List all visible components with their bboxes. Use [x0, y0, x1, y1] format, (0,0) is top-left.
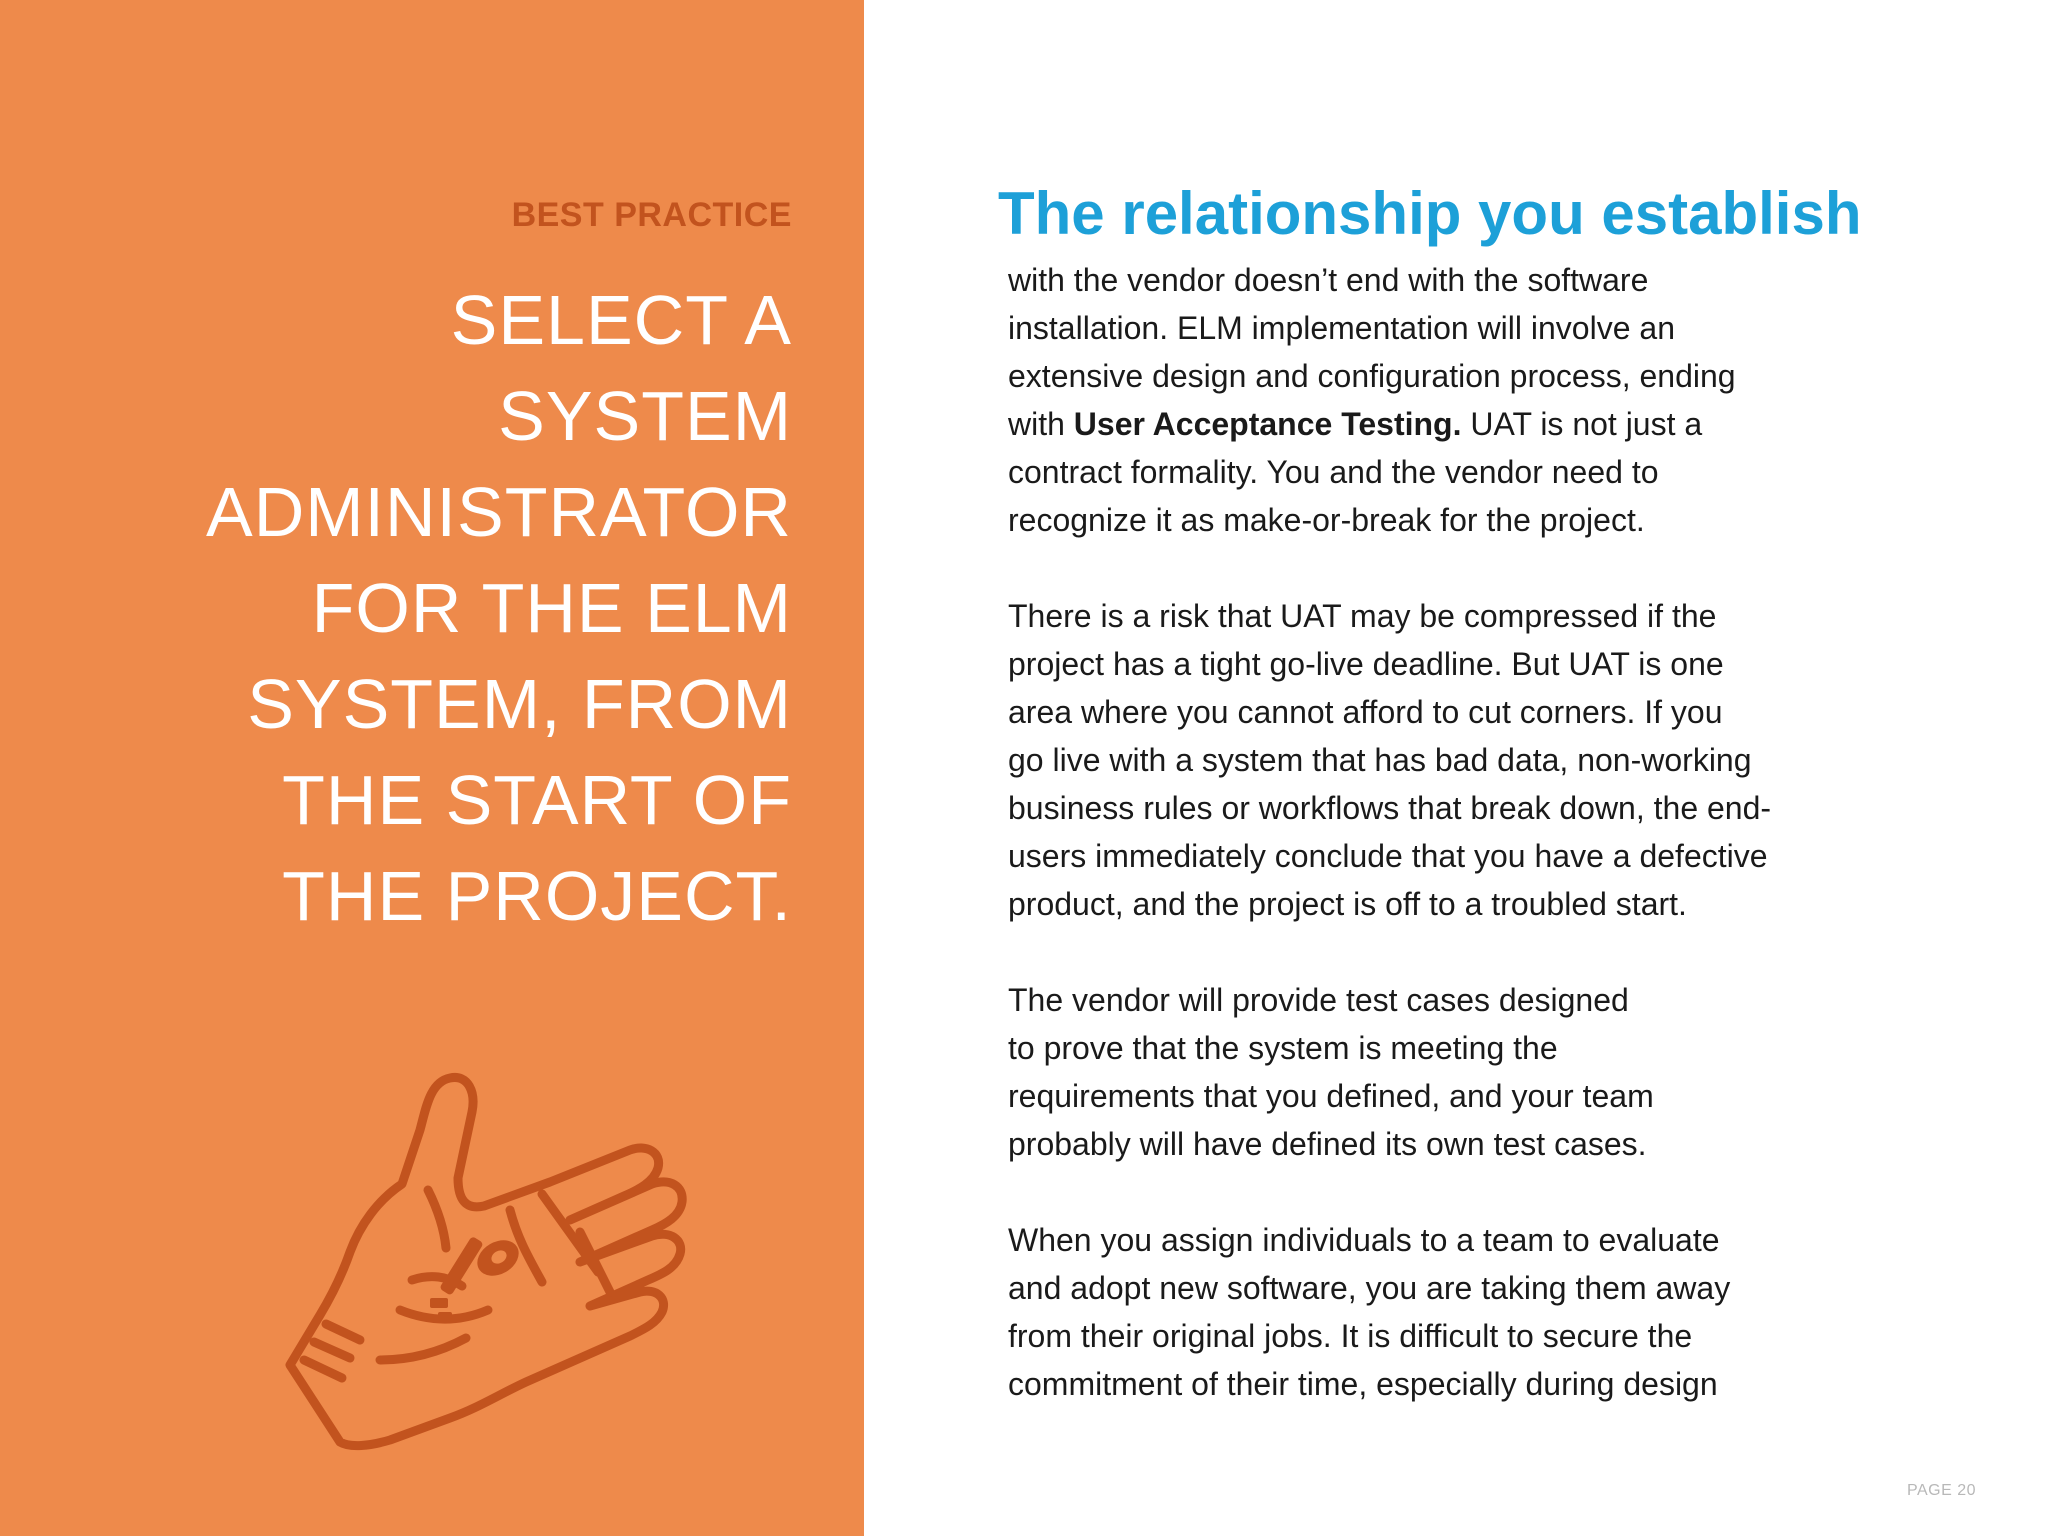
- headline-line: SYSTEM: [498, 377, 792, 455]
- sidebar-panel: [0, 0, 864, 1536]
- text-line: users immediately conclude that you have a defective: [1008, 838, 1768, 874]
- text-line: area where you cannot afford to cut corners. If you: [1008, 694, 1723, 730]
- text-line: contract formality. You and the vendor need to: [1008, 454, 1659, 490]
- text-line: installation. ELM implementation will involve an: [1008, 310, 1675, 346]
- text-line: business rules or workflows that break down, the end-: [1008, 790, 1772, 826]
- uat-bold-term: User Acceptance Testing.: [1073, 406, 1462, 442]
- text-line: project has a tight go-live deadline. But UAT is one: [1008, 646, 1724, 682]
- headline-line: FOR THE ELM: [311, 569, 792, 647]
- text-line: requirements that you defined, and your team: [1008, 1078, 1654, 1114]
- text-line: extensive design and configuration process, ending: [1008, 358, 1736, 394]
- text-line: and adopt new software, you are taking them away: [1008, 1270, 1731, 1306]
- text-line: probably will have defined its own test cases.: [1008, 1126, 1647, 1162]
- text-line: product, and the project is off to a troubled start.: [1008, 886, 1687, 922]
- best-practice-label: BEST PRACTICE: [511, 196, 792, 234]
- headline-line: THE START OF: [282, 761, 792, 839]
- text-line: from their original jobs. It is difficult to secure the: [1008, 1318, 1693, 1354]
- page-number: PAGE 20: [1906, 1482, 1976, 1499]
- paragraph-test-cases: [1008, 976, 1858, 1168]
- main-content: [998, 178, 1862, 1456]
- text-line: commitment of their time, especially during design: [1008, 1366, 1718, 1402]
- text-line: recognize it as make-or-break for the project.: [1008, 502, 1645, 538]
- headline-line: SELECT A: [450, 281, 792, 359]
- headline-line: THE PROJECT.: [282, 857, 792, 935]
- paragraph-uat-risk: [1008, 592, 1858, 928]
- open-hand-with-key-icon: [280, 1060, 800, 1460]
- text-fragment: with: [1008, 406, 1074, 442]
- text-line: [1008, 400, 1858, 448]
- text-fragment: UAT is not just a: [1461, 406, 1703, 442]
- text-line: When you assign individuals to a team to evaluate: [1008, 1222, 1720, 1258]
- text-line: There is a risk that UAT may be compressed if the: [1008, 598, 1717, 634]
- section-heading: The relationship you establish: [998, 180, 1862, 247]
- headline-line: ADMINISTRATOR: [206, 473, 792, 551]
- callout-headline: [32, 272, 792, 944]
- headline-line: SYSTEM, FROM: [247, 665, 792, 743]
- paragraph-team-commitment: [1008, 1216, 1858, 1408]
- paragraph-uat-intro: [1008, 256, 1858, 544]
- text-line: The vendor will provide test cases designed: [1008, 982, 1629, 1018]
- text-line: to prove that the system is meeting the: [1008, 1030, 1558, 1066]
- text-line: with the vendor doesn’t end with the software: [1008, 262, 1649, 298]
- text-line: go live with a system that has bad data, non-working: [1008, 742, 1752, 778]
